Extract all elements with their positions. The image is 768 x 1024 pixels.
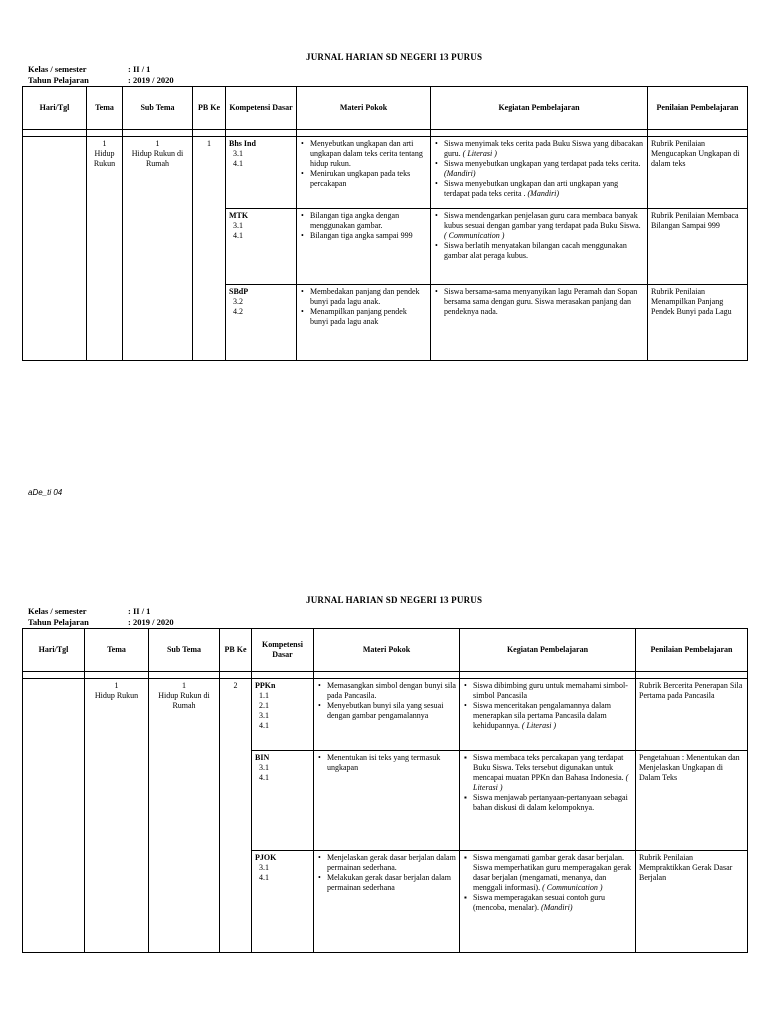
materi-item: • Memasangkan simbol dengan bunyi sila pada Pancasila. (327, 681, 456, 701)
kegiatan-item (444, 241, 644, 261)
header-kegiatan: Kegiatan Pembelajaran (460, 629, 636, 672)
kegiatan-text: Siswa memperagakan sesuai contoh guru (mencoba, menalar). (473, 893, 605, 912)
header-kd: Kompetensi Dasar (226, 87, 297, 130)
penilaian-cell: Rubrik Bercerita Penerapan Sila Pertama pada Pancasila (636, 679, 748, 751)
materi-cell (314, 679, 460, 751)
kegiatan-text: Siswa dibimbing guru untuk memahami simbol-simbol Pancasila (473, 681, 628, 700)
kegiatan-item (473, 753, 632, 793)
kelas-value: : II / 1 (128, 64, 151, 74)
kegiatan-item (473, 681, 632, 701)
subject-name: Bhs Ind (229, 139, 256, 148)
materi-item: • Menentukan isi teks yang termasuk ungkapan (327, 753, 456, 773)
journal-table (22, 86, 748, 361)
kegiatan-item (473, 701, 632, 731)
tahun-value: : 2019 / 2020 (128, 75, 174, 85)
penilaian-cell: Rubrik Penilaian Menampilkan Panjang Pendek Bunyi pada Lagu (648, 285, 748, 361)
materi-item: • Menyebutkan bunyi sila yang sesuai dengan gambar pengamalannya (327, 701, 456, 721)
materi-list (317, 753, 456, 773)
header-materi: Materi Pokok (314, 629, 460, 672)
kegiatan-text: Siswa bersama-sama menyanyikan lagu Peramah dan Sopan bersama sama dengan guru. Siswa merasakan panjang dan pendeknya nada. (444, 287, 638, 316)
header-materi: Materi Pokok (297, 87, 431, 130)
kegiatan-list (463, 853, 632, 913)
header-tema: Tema (87, 87, 123, 130)
kegiatan-text: Siswa membaca teks percakapan yang terdapat Buku Siswa. Teks tersebut digunakan untuk mencapai muatan PPKn dan Bahasa Indonesia. (473, 753, 626, 782)
journal-title: JURNAL HARIAN SD NEGERI 13 PURUS (306, 595, 483, 605)
materi-list (300, 139, 427, 189)
materi-item: • Menjelaskan gerak dasar berjalan dalam permainan sederhana. (327, 853, 456, 873)
subject-row (23, 679, 748, 751)
journal-meta (28, 64, 174, 86)
day-cell (23, 679, 85, 953)
kelas-label: Kelas / semester (28, 606, 87, 616)
header-pb: PB Ke (220, 629, 252, 672)
kegiatan-list (463, 753, 632, 813)
kd-codes: 3.1 4.1 (259, 763, 269, 782)
kegiatan-cell (460, 751, 636, 851)
kegiatan-tag: ( Literasi ) (473, 773, 629, 792)
kegiatan-text: Siswa menyebutkan ungkapan yang terdapat pada teks cerita. (444, 159, 641, 168)
materi-item: • Bilangan tiga angka sampai 999 (310, 231, 427, 241)
kegiatan-cell (460, 679, 636, 751)
kd-cell (252, 679, 314, 751)
kegiatan-tag: ( Literasi ) (462, 149, 497, 158)
kd-codes: 3.1 4.1 (233, 149, 243, 168)
penilaian-cell: Rubrik Penilaian Membaca Bilangan Sampai 999 (648, 209, 748, 285)
materi-list (300, 287, 427, 327)
header-kegiatan: Kegiatan Pembelajaran (431, 87, 648, 130)
header-subtema: Sub Tema (123, 87, 193, 130)
kegiatan-tag: ( Communication ) (444, 231, 505, 240)
materi-item: • Menyebutkan ungkapan dan arti ungkapan dalam teks cerita tentang hidup rukun. (310, 139, 427, 169)
materi-item: • Menampilkan panjang pendek bunyi pada lagu anak (310, 307, 427, 327)
materi-cell (297, 209, 431, 285)
kegiatan-item (473, 893, 632, 913)
kegiatan-text: Siswa menjawab pertanyaan-pertanyaan sebagai bahan diskusi di dalam kelompoknya. (473, 793, 628, 812)
kd-cell (252, 851, 314, 953)
kegiatan-list (434, 139, 644, 199)
kegiatan-text: Siswa menceritakan pengalamannya dalam menerapkan sila pertama Pancasila dalam kehidupannya. (473, 701, 611, 730)
tema-cell: 1 Hidup Rukun (85, 679, 149, 953)
kegiatan-item (444, 287, 644, 317)
kegiatan-item (444, 211, 644, 241)
kegiatan-item (444, 159, 644, 179)
header-pb: PB Ke (193, 87, 226, 130)
kd-codes: 3.2 4.2 (233, 297, 243, 316)
materi-list (317, 853, 456, 893)
header-tema: Tema (85, 629, 149, 672)
kelas-value: : II / 1 (128, 606, 151, 616)
subtema-cell: 1 Hidup Rukun di Rumah (149, 679, 220, 953)
materi-list (317, 681, 456, 721)
subject-name: MTK (229, 211, 249, 220)
materi-item: • Melakukan gerak dasar berjalan dalam permainan sederhana (327, 873, 456, 893)
kegiatan-list (434, 287, 644, 317)
subtema-cell: 1 Hidup Rukun di Rumah (123, 137, 193, 361)
kd-codes: 1.1 2.1 3.1 4.1 (259, 691, 269, 730)
materi-list (300, 211, 427, 241)
kegiatan-cell (431, 285, 648, 361)
materi-item: • Menirukan ungkapan pada teks percakapan (310, 169, 427, 189)
subject-name: PJOK (255, 853, 277, 862)
kegiatan-tag: (Mandiri) (540, 903, 573, 912)
subject-row (23, 137, 748, 209)
header-row (23, 629, 748, 672)
subject-name: PPKn (255, 681, 276, 690)
header-penilaian: Penilaian Pembelajaran (636, 629, 748, 672)
tema-cell: 1 Hidup Rukun (87, 137, 123, 361)
subject-name: BIN (255, 753, 270, 762)
header-hari: Hari/Tgl (23, 629, 85, 672)
kegiatan-text: Siswa mendengarkan penjelasan guru cara membaca banyak kubus sesuai dengan gambar yang terdapat pada Buku Siswa. (444, 211, 641, 230)
pb-cell: 1 (193, 137, 226, 361)
subject-name: SBdP (229, 287, 249, 296)
kegiatan-item (473, 853, 632, 893)
kegiatan-tag: ( Communication ) (542, 883, 603, 892)
pb-cell: 2 (220, 679, 252, 953)
header-kd: Kompetensi Dasar (252, 629, 314, 672)
penilaian-cell: Pengetahuan : Menentukan dan Menjelaskan Ungkapan di Dalam Teks (636, 751, 748, 851)
kegiatan-text: Siswa menyimak teks cerita pada Buku Siswa yang dibacakan guru. (444, 139, 644, 158)
kd-cell (226, 285, 297, 361)
journal-title: JURNAL HARIAN SD NEGERI 13 PURUS (306, 52, 483, 62)
kd-codes: 3.1 4.1 (233, 221, 243, 240)
kegiatan-item (444, 179, 644, 199)
materi-cell (297, 137, 431, 209)
kegiatan-list (434, 211, 644, 261)
kd-codes: 3.1 4.1 (259, 863, 269, 882)
kegiatan-cell (460, 851, 636, 953)
materi-cell (314, 851, 460, 953)
tahun-value: : 2019 / 2020 (128, 617, 174, 627)
kegiatan-text: Siswa menyebutkan ungkapan dan arti ungkapan yang terdapat pada teks cerita . (444, 179, 619, 198)
journal-meta (28, 606, 174, 628)
tahun-label: Tahun Pelajaran (28, 617, 89, 627)
kd-cell (252, 751, 314, 851)
document-code: aDe_ti 04 (28, 488, 63, 497)
materi-cell (297, 285, 431, 361)
kegiatan-item (444, 139, 644, 159)
day-cell (23, 137, 87, 361)
kegiatan-item (473, 793, 632, 813)
kelas-label: Kelas / semester (28, 64, 87, 74)
header-row (23, 87, 748, 130)
penilaian-cell: Rubrik Penilaian Mengucapkan Ungkapan di dalam teks (648, 137, 748, 209)
kd-cell (226, 137, 297, 209)
tahun-label: Tahun Pelajaran (28, 75, 89, 85)
kegiatan-tag: ( Literasi ) (521, 721, 557, 730)
kegiatan-cell (431, 209, 648, 285)
penilaian-cell: Rubrik Penilaian Mempraktikkan Gerak Dasar Berjalan (636, 851, 748, 953)
materi-cell (314, 751, 460, 851)
materi-item: • Bilangan tiga angka dengan menggunakan gambar. (310, 211, 427, 231)
header-hari: Hari/Tgl (23, 87, 87, 130)
journal-table (22, 628, 748, 953)
kegiatan-tag: (Mandiri) (527, 189, 560, 198)
kegiatan-list (463, 681, 632, 731)
kegiatan-cell (431, 137, 648, 209)
kd-cell (226, 209, 297, 285)
kegiatan-tag: (Mandiri) (444, 169, 476, 178)
kegiatan-text: Siswa mengamati gambar gerak dasar berjalan. Siswa memperhatikan guru memperagakan gerak dasar berjalan (mengamati, menanya, dan menggali informasi). (473, 853, 632, 892)
materi-item: • Membedakan panjang dan pendek bunyi pada lagu anak. (310, 287, 427, 307)
header-subtema: Sub Tema (149, 629, 220, 672)
header-penilaian: Penilaian Pembelajaran (648, 87, 748, 130)
kegiatan-text: Siswa berlatih menyatakan bilangan cacah menggunakan gambar alat peraga kubus. (444, 241, 627, 260)
